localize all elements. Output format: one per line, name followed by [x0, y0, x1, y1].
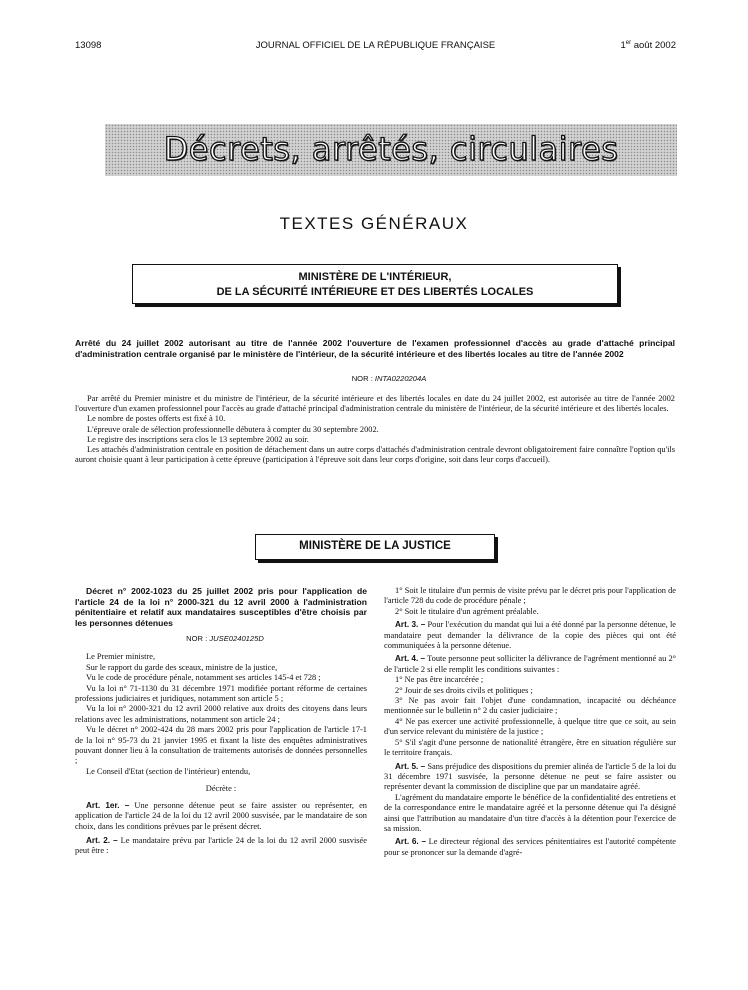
paragraph: Le Conseil d'Etat (section de l'intérieur) entendu,	[86, 766, 251, 776]
paragraph: Le nombre de postes offerts est fixé à 10.	[87, 414, 226, 424]
paragraph: L'agrément du mandataire emporte le bénéfice de la confidentialité des entretiens et de la correspondance entre le mandataire agréé et la personne détenue qui l'a désigné ainsi que l'attribution au mandataire d'un titre d'accès à la détention pour l'exercice de sa mission.	[384, 792, 676, 833]
paragraph: Le Premier ministre,	[86, 652, 156, 662]
banner-title: Décrets, arrêtés, circulaires	[163, 130, 619, 168]
paragraph: 1° Soit le titulaire d'un permis de visite prévu par le décret pris pour l'application de l'article 728 du code de procédure pénale ;	[384, 586, 676, 606]
paragraph: Le registre des inscriptions sera clos le 13 septembre 2002 au soir.	[87, 434, 309, 444]
section-title: TEXTES GÉNÉRAUX	[279, 214, 469, 233]
article-2: Art. 2. – Le mandataire prévu par l'article 24 de la loi du 12 avril 2000 susvisée peut être :	[75, 835, 367, 856]
condition: 1° Ne pas être incarcérée ;	[395, 675, 484, 685]
page-number: 13098	[75, 40, 102, 51]
left-column	[75, 586, 367, 857]
paragraph: Vu la loi n° 71-1130 du 31 décembre 1971 modifiée portant réforme de certaines professions judiciaires et juridiques, notamment son article 5 ;	[75, 683, 367, 704]
article-4: Art. 4. – Toute personne peut solliciter la délivrance de l'agrément mentionné au 2° de l'article 2 si elle remplit les conditions suivantes :	[384, 654, 676, 674]
running-header	[75, 40, 676, 54]
condition: 3° Ne pas avoir fait l'objet d'une condamnation, incapacité ou déchéance mentionnée sur le bulletin n° 2 du casier judiciaire ;	[384, 696, 676, 716]
article-5: Art. 5. – Sans préjudice des dispositions du premier alinéa de l'article 5 de la loi du 31 décembre 1971 susvisée, la personne détenue ne peut se faire assister ou représenter devant la commission de discipline que par un mandataire agréé.	[384, 761, 676, 792]
section-banner	[105, 124, 677, 176]
journal-title: JOURNAL OFFICIEL DE LA RÉPUBLIQUE FRANÇAISE	[255, 40, 496, 51]
ministry-line-1: MINISTÈRE DE L'INTÉRIEUR,	[298, 271, 452, 283]
paragraph: Vu le décret n° 2002-424 du 28 mars 2002 pris pour l'application de l'article 17-1 de la loi n° 95-73 du 21 janvier 1995 et fixant la liste des enquêtes administratives pouvant donner lieu à la consultation de traitements autorisés de données personnelles ;	[75, 725, 367, 766]
paragraph: Les attachés d'administration centrale en position de détachement dans un autre corps d'attachés d'administration centrale devront obligatoirement faire connaître l'option qu'ils auront choisie quant à leur participation à cette épreuve (participation à l'épreuve soit dans leur corps d'origine, soit dans leur corps d'accueil).	[75, 445, 675, 465]
paragraph: 2° Soit le titulaire d'un agrément préalable.	[395, 606, 539, 616]
ministry-justice-heading: MINISTÈRE DE LA JUSTICE	[255, 534, 495, 560]
condition: 5° S'il s'agit d'une personne de nationalité étrangère, être en situation régulière sur le territoire français.	[384, 737, 676, 758]
decree-title: Décret n° 2002-1023 du 25 juillet 2002 pris pour l'application de l'article 24 de la loi n° 2000-321 du 12 avril 2000 à l'administration pénitentiaire et relatif aux mandataires susceptibles d'être choisis par les personnes détenues	[75, 586, 367, 628]
nor-reference: NOR : JUSE0240125D	[186, 634, 264, 643]
ministry-line-2: DE LA SÉCURITÉ INTÉRIEURE ET DES LIBERTÉS LOCALES	[216, 286, 534, 298]
ministry-interior-heading	[132, 264, 618, 304]
right-column	[384, 586, 676, 858]
paragraph: Par arrêté du Premier ministre et du ministre de l'intérieur, de la sécurité intérieure et des libertés locales en date du 24 juillet 2002, est autorisée au titre de l'année 2002 l'ouverture d'un examen professionnel pour l'accès au grade d'attaché principal d'administration centrale du ministère de l'intérieur, de la sécurité intérieure et des libertés locales.	[75, 394, 675, 414]
decree-title: Arrêté du 24 juillet 2002 autorisant au titre de l'année 2002 l'ouverture de l'examen professionnel d'accès au grade d'attaché principal d'administration centrale organisé par le ministère de l'intérieur, de la sécurité intérieure et des libertés locales au titre de l'année 2002	[75, 338, 675, 359]
paragraph: Vu la loi n° 2000-321 du 12 avril 2000 relative aux droits des citoyens dans leurs relations avec les administrations, notamment son article 24 ;	[75, 704, 367, 724]
condition: 2° Jouir de ses droits civils et politiques ;	[395, 685, 533, 695]
decrete-line: Décrète :	[205, 784, 237, 794]
decree-body	[75, 394, 675, 465]
issue-date: 1er août 2002	[620, 40, 676, 52]
article-6: Art. 6. – Le directeur régional des services pénitentiaires est l'autorité compétente pour se prononcer sur la demande d'agré-	[384, 837, 676, 857]
article-1: Art. 1er. – Une personne détenue peut se faire assister ou représenter, en application de l'article 24 de la loi du 12 avril 2000 susvisée, par le mandataire de son choix, dans les conditions prévues par le présent décret.	[75, 800, 367, 831]
paragraph: Sur le rapport du garde des sceaux, ministre de la justice,	[86, 662, 278, 672]
article-3: Art. 3. – Pour l'exécution du mandat qui lui a été donné par la personne détenue, le mandataire peut demander la délivrance de la copie des pièces qui ont été communiquées à la personne détenue.	[384, 620, 676, 651]
paragraph: L'épreuve orale de sélection professionnelle débutera à compter du 30 septembre 2002.	[87, 424, 379, 434]
paragraph: Vu le code de procédure pénale, notamment ses articles 145-4 et 728 ;	[86, 673, 321, 683]
condition: 4° Ne pas exercer une activité professionnelle, à quelque titre que ce soit, au sein d'un service relevant du ministère de la justice ;	[384, 716, 676, 737]
nor-reference: NOR : INTA0220204A	[351, 374, 427, 383]
